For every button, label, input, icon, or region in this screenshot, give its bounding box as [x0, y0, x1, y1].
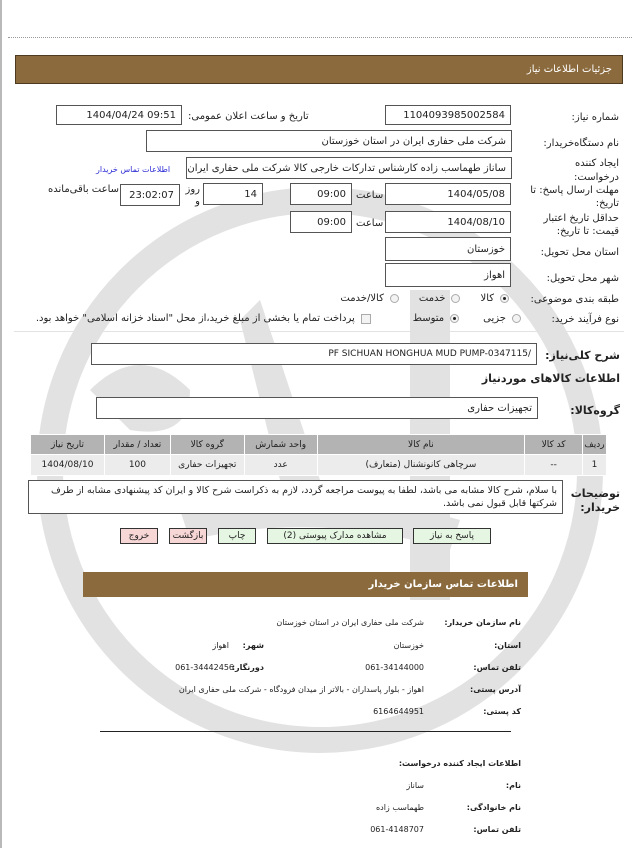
contact-province-value: خوزستان	[393, 641, 424, 650]
back-button[interactable]: بازگشت	[169, 528, 207, 544]
buyer-field: شرکت ملی حفاری ایران در استان خوزستان	[146, 130, 512, 152]
creator-label	[549, 157, 619, 185]
announce-label: تاریخ و ساعت اعلان عمومی:	[188, 111, 309, 122]
left-border	[0, 0, 2, 848]
radio-minor[interactable]	[512, 314, 521, 323]
contact-province-label: استان:	[494, 641, 521, 650]
contact-city-label: شهر:	[242, 641, 264, 650]
table-header-row	[31, 435, 607, 455]
col-date: تاریخ نیاز	[31, 435, 105, 455]
deadline-time-field: 09:00	[290, 183, 352, 205]
process-radio-group	[36, 313, 521, 324]
deadline-date-field: 1404/05/08	[385, 183, 511, 205]
validity-time-label: ساعت	[356, 218, 384, 229]
validity-date-field: 1404/08/10	[385, 211, 511, 233]
col-row: ردیف	[583, 435, 607, 455]
phone-value: 061-34144000	[365, 663, 424, 672]
deadline-time-label: ساعت	[356, 190, 384, 201]
col-name: نام کالا	[317, 435, 525, 455]
buyer-label: نام دستگاه‌خریدار:	[543, 138, 619, 149]
cell-row: 1	[583, 455, 607, 476]
org-value: شرکت ملی حفاری ایران در استان خوزستان	[276, 618, 424, 627]
city-label: شهر محل تحویل:	[546, 273, 619, 284]
notes-text: با سلام، شرح کالا مشابه می باشد، لطفا به پیوست مراجعه گردد، لازم به ذکراست شرح کالا و ایران کد پیشنهادی مشابه از طرف شرکتها قابل قبول نمی باشد.	[51, 485, 557, 509]
exit-button[interactable]: خروج	[120, 528, 158, 544]
category-radio-group	[340, 293, 509, 304]
contact-title: اطلاعات تماس سازمان خریدار	[368, 579, 518, 590]
radio-goods[interactable]	[500, 294, 509, 303]
radio-minor-label: جزیی	[483, 313, 506, 324]
radio-service-label: خدمت	[418, 293, 446, 304]
need-number-field: 1104093985002584	[385, 105, 511, 125]
notes-field	[28, 480, 563, 514]
process-label: نوع فرآیند خرید:	[551, 314, 619, 325]
need-details-header	[15, 55, 623, 84]
need-number-label: شماره نیاز:	[571, 112, 619, 123]
contact-city-value: اهواز	[212, 641, 229, 650]
cell-date: 1404/08/10	[31, 455, 105, 476]
validity-label	[519, 212, 619, 238]
reply-button[interactable]: پاسخ به نیاز	[413, 528, 491, 544]
group-label: گروه‌کالا:	[570, 404, 620, 417]
summary-label: شرح کلی‌نیاز:	[545, 349, 620, 362]
fax-label: دورنگار:	[231, 663, 264, 672]
print-button[interactable]: چاپ	[218, 528, 256, 544]
deadline-label-text: مهلت ارسال پاسخ: تا تاریخ:	[530, 185, 619, 209]
table-row	[31, 455, 607, 476]
creator-info-title: اطلاعات ایجاد کننده درخواست:	[398, 759, 521, 768]
radio-goods-label: کالا	[480, 293, 494, 304]
col-group: گروه کالا	[170, 435, 244, 455]
cell-qty: 100	[104, 455, 170, 476]
creator-field: ساناز طهماسب زاده کارشناس تدارکات خارجی کالا شرکت ملی حفاری ایران	[186, 157, 512, 179]
buyer-contact-link[interactable]: اطلاعات تماس خریدار	[96, 165, 171, 174]
radio-goods-service[interactable]	[390, 294, 399, 303]
city-field: اهواز	[385, 263, 511, 287]
remaining-label: ساعت باقی‌مانده	[48, 184, 120, 195]
fax-value: 061-34442456	[175, 663, 234, 672]
section-divider	[100, 731, 511, 732]
deadline-label	[519, 184, 619, 210]
col-qty: تعداد / مقدار	[104, 435, 170, 455]
radio-service[interactable]	[451, 294, 460, 303]
creator-name-label: نام:	[505, 781, 521, 790]
province-label: استان محل تحویل:	[540, 247, 619, 258]
phone-label: تلفن تماس:	[473, 663, 521, 672]
notes-label-text: توضیحات خریدار:	[570, 487, 620, 514]
category-label: طبقه بندی موضوعی:	[530, 294, 619, 305]
col-code: کد کالا	[525, 435, 583, 455]
address-value: اهواز - بلوار پاسداران - بالاتر از میدان فرودگاه - شرکت ملی حفاری ایران	[178, 685, 424, 694]
cell-group: تجهیزات حفاری	[170, 455, 244, 476]
view-attachments-button[interactable]: مشاهده مدارک پیوستی (2)	[267, 528, 403, 544]
group-field: تجهیزات حفاری	[96, 397, 538, 419]
goods-table	[30, 434, 607, 476]
validity-label-text: حداقل تاریخ اعتبار قیمت: تا تاریخ:	[543, 213, 619, 237]
remaining-time-field: 23:02:07	[120, 184, 180, 206]
notes-label	[570, 487, 620, 515]
goods-info-title: اطلاعات کالاهای موردنیاز	[481, 372, 620, 385]
province-field: خوزستان	[385, 237, 511, 261]
announce-field: 1404/04/24 09:51	[56, 105, 182, 125]
postal-value: 6164644951	[373, 707, 424, 716]
days-label: روز و	[185, 184, 200, 207]
cell-code: --	[525, 455, 583, 476]
creator-name-value: ساناز	[406, 781, 424, 790]
dotted-divider	[8, 37, 632, 38]
cell-name: سرچاهی کانونشنال (متعارف)	[317, 455, 525, 476]
creator-family-label: نام خانوادگی:	[466, 803, 521, 812]
cell-unit: عدد	[244, 455, 317, 476]
validity-time-field: 09:00	[290, 211, 352, 233]
treasury-checkbox[interactable]	[361, 314, 371, 324]
creator-phone-value: 061-4148707	[370, 825, 424, 834]
radio-medium[interactable]	[450, 314, 459, 323]
days-field: 14	[203, 183, 263, 205]
col-unit: واحد شمارش	[244, 435, 317, 455]
postal-label: کد پستی:	[483, 707, 521, 716]
address-label: آدرس پستی:	[470, 685, 521, 694]
org-label: نام سازمان خریدار:	[444, 618, 521, 627]
header-title: جزئیات اطلاعات نیاز	[526, 64, 612, 75]
creator-label-text: ایجاد کننده درخواست:	[574, 158, 619, 183]
radio-medium-label: متوسط	[412, 313, 445, 324]
radio-goods-service-label: کالا/خدمت	[340, 293, 384, 304]
summary-field: PF SICHUAN HONGHUA MUD PUMP-0347115/	[91, 343, 537, 365]
creator-phone-label: تلفن تماس:	[473, 825, 521, 834]
treasury-note: پرداخت تمام یا بخشی از مبلغ خرید،از محل "اسناد خزانه اسلامی" خواهد بود.	[35, 313, 355, 324]
buyer-contact-header	[83, 572, 528, 597]
creator-family-value: طهماسب زاده	[375, 803, 424, 812]
